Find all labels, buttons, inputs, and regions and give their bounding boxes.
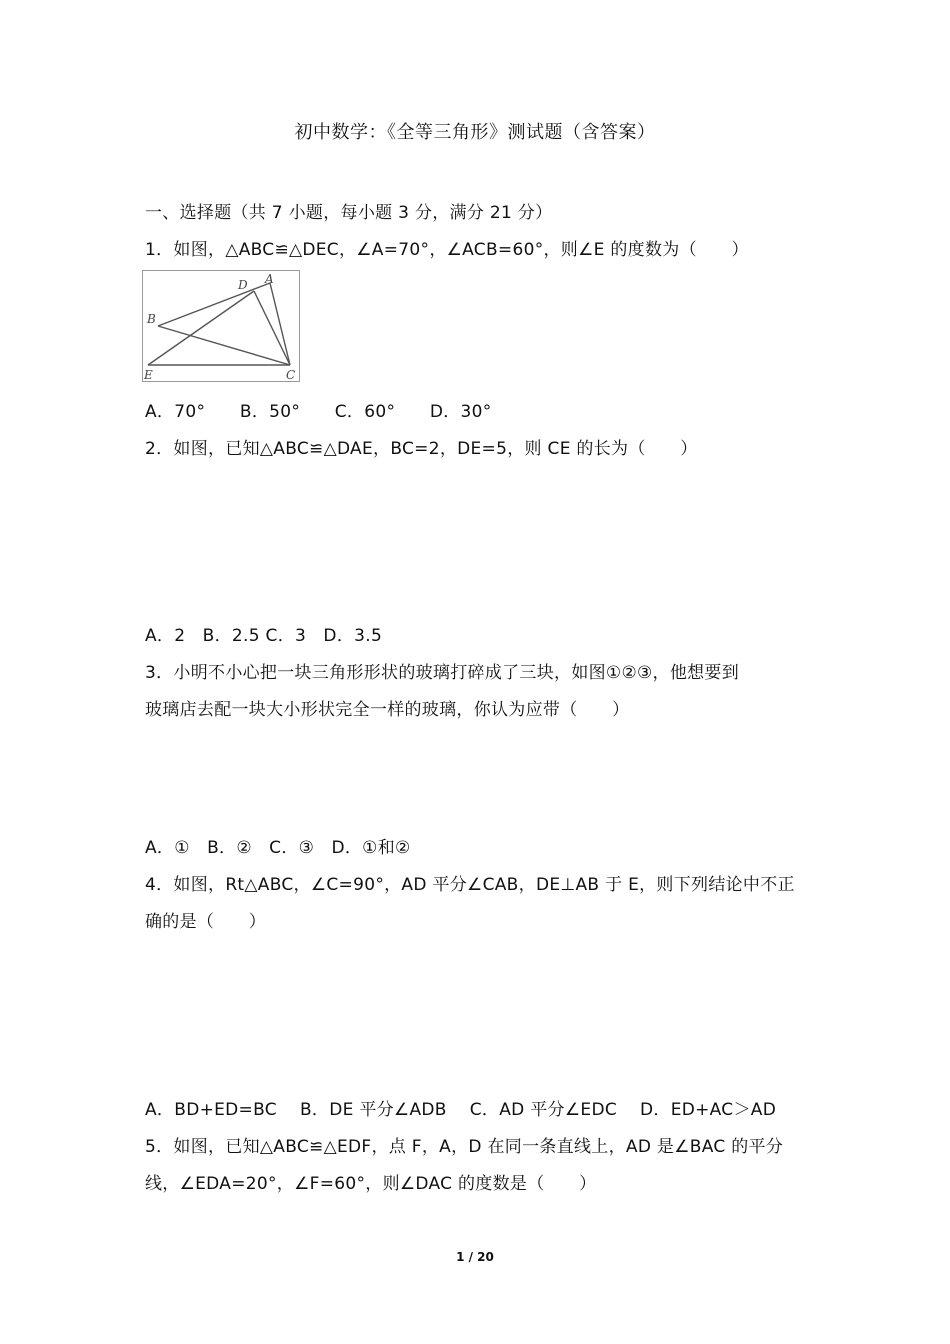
- question-3-text-line-1: 3．小明不小心把一块三角形形状的玻璃打碎成了三块，如图①②③，他想要到: [145, 663, 740, 683]
- document-title: 初中数学：《全等三角形》测试题（含答案）: [294, 122, 656, 143]
- question-2-text: 2．如图，已知△ABC≌△DAE，BC=2，DE=5，则 CE 的长为（ ）: [145, 439, 698, 459]
- question-3-text-line-2: 玻璃店去配一块大小形状完全一样的玻璃，你认为应带（ ）: [145, 700, 630, 720]
- question-2-options: A．2 B．2.5 C．3 D．3.5: [145, 626, 383, 646]
- question-5-text-line-1: 5．如图，已知△ABC≌△EDF，点 F，A，D 在同一条直线上，AD 是∠BAC 的平分: [145, 1137, 784, 1157]
- question-4-text-line-2: 确的是（ ）: [145, 912, 267, 932]
- question-4-text-line-1: 4．如图，Rt△ABC，∠C=90°，AD 平分∠CAB，DE⊥AB 于 E，则下列结论中不正: [145, 875, 795, 895]
- label-c: C: [286, 368, 296, 382]
- segment-bc: [158, 326, 290, 365]
- section-heading: 一、选择题（共 7 小题，每小题 3 分，满分 21 分）: [145, 203, 553, 223]
- label-b: B: [147, 312, 156, 326]
- question-5-text-line-2: 线，∠EDA=20°，∠F=60°，则∠DAC 的度数是（ ）: [145, 1174, 597, 1194]
- label-d: D: [238, 278, 248, 292]
- question-1-options: A．70° B．50° C．60° D．30°: [145, 402, 492, 422]
- question-3-options: A．① B．② C．③ D．①和②: [145, 838, 411, 858]
- label-a: A: [265, 272, 274, 286]
- segment-dc: [254, 291, 290, 365]
- segment-ac: [270, 283, 290, 365]
- label-e: E: [144, 368, 153, 382]
- question-1-figure: [142, 270, 300, 382]
- question-1-text: 1．如图，△ABC≌△DEC，∠A=70°，∠ACB=60°，则∠E 的度数为（ ）: [145, 240, 749, 260]
- question-4-options: A．BD+ED=BC B．DE 平分∠ADB C．AD 平分∠EDC D．ED+AC＞AD: [145, 1100, 777, 1120]
- page-number: 1 / 20: [456, 1250, 494, 1264]
